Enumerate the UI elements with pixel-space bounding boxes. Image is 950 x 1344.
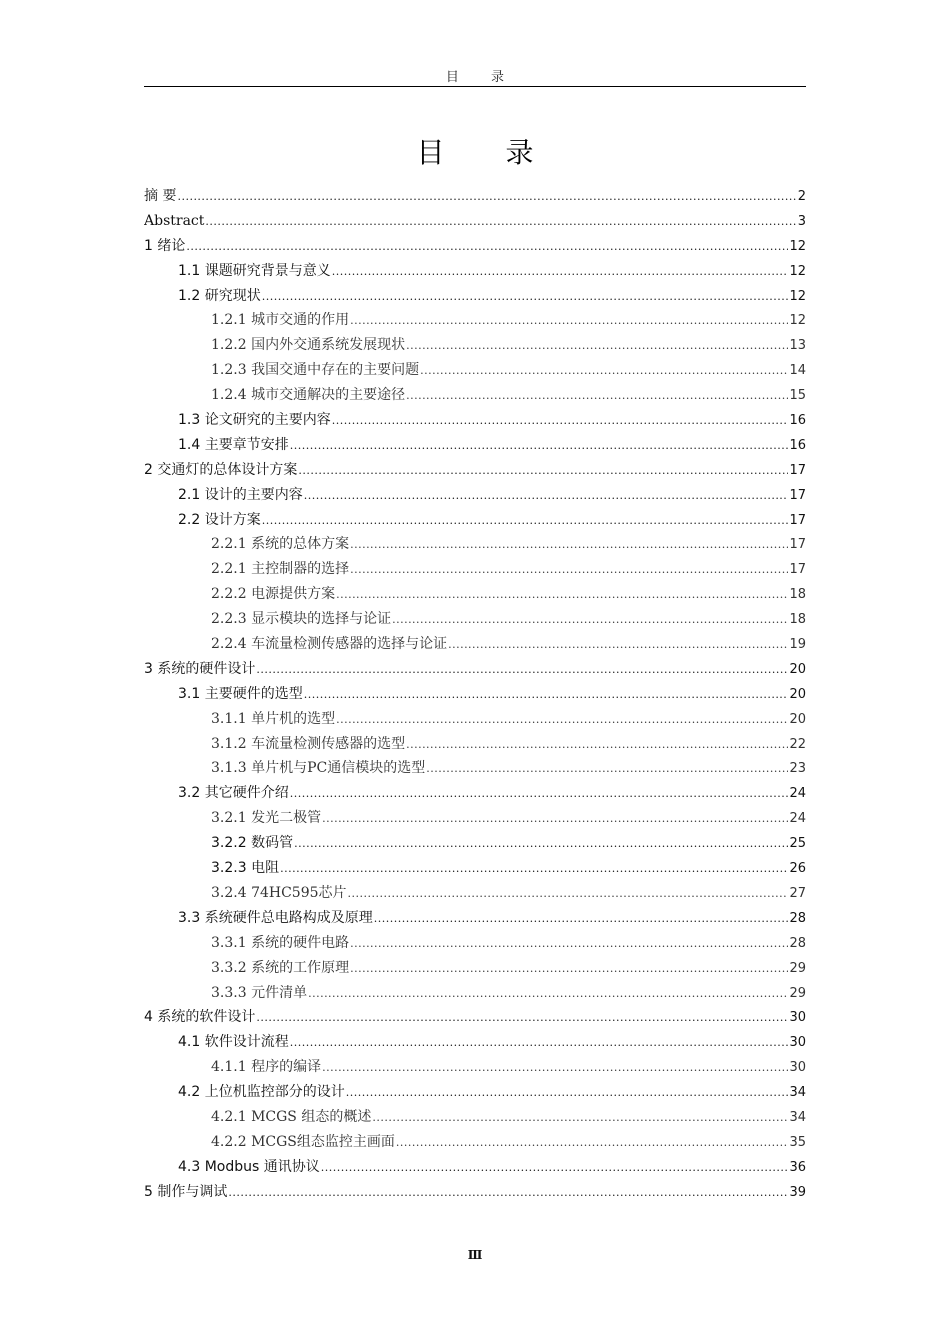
toc-entry[interactable] xyxy=(144,831,806,856)
toc-entry[interactable] xyxy=(144,408,806,433)
toc-entry-page: 23 xyxy=(789,761,806,777)
toc-leader-dots xyxy=(298,458,788,483)
toc-entry[interactable] xyxy=(144,433,806,458)
toc-leader-dots xyxy=(290,1030,789,1055)
toc-entry[interactable] xyxy=(144,358,806,383)
toc-leader-dots xyxy=(406,383,788,408)
toc-entry-page: 25 xyxy=(789,836,806,852)
toc-entry-page: 17 xyxy=(789,537,806,553)
toc-entry[interactable] xyxy=(144,1155,806,1180)
toc-entry[interactable] xyxy=(144,458,806,483)
toc-entry[interactable] xyxy=(144,259,806,284)
toc-entry[interactable] xyxy=(144,732,806,757)
toc-entry[interactable] xyxy=(144,956,806,981)
toc-entry-label: 1.2.1 城市交通的作用 xyxy=(211,312,350,329)
toc-entry-label: 4.1.1 程序的编译 xyxy=(211,1059,322,1076)
toc-leader-dots xyxy=(346,1080,789,1105)
toc-leader-dots xyxy=(186,234,788,259)
toc-leader-dots xyxy=(332,259,789,284)
toc-leader-dots xyxy=(177,184,796,209)
toc-entry-label: 3.2.2 数码管 xyxy=(211,835,294,852)
toc-entry-label: 1.2.2 国内外交通系统发展现状 xyxy=(211,337,406,354)
toc-entry-label: 4.2.2 MCGS组态监控主画面 xyxy=(211,1133,395,1150)
toc-entry[interactable] xyxy=(144,981,806,1006)
toc-leader-dots xyxy=(348,881,789,906)
toc-entry[interactable] xyxy=(144,1080,806,1105)
toc-leader-dots xyxy=(256,1005,788,1030)
toc-entry[interactable] xyxy=(144,532,806,557)
toc-entry-page: 20 xyxy=(789,661,806,677)
toc-entry-label: 1.2.4 城市交通解决的主要途径 xyxy=(211,387,406,404)
toc-entry-page: 24 xyxy=(789,786,806,802)
toc-entry-page: 2 xyxy=(797,189,806,204)
toc-entry[interactable] xyxy=(144,856,806,881)
toc-leader-dots xyxy=(420,358,788,383)
toc-leader-dots xyxy=(304,682,789,707)
toc-entry-page: 20 xyxy=(789,711,806,727)
toc-entry[interactable] xyxy=(144,557,806,582)
toc-entry[interactable] xyxy=(144,682,806,707)
toc-leader-dots xyxy=(350,956,788,981)
toc-entry-label: 3.2 其它硬件介绍 xyxy=(178,785,289,802)
toc-entry-label: Abstract xyxy=(144,212,205,229)
toc-entry-label: 摘 要 xyxy=(144,188,177,204)
toc-leader-dots xyxy=(256,657,788,682)
toc-entry-label: 3.3.1 系统的硬件电路 xyxy=(211,934,350,951)
toc-entry-page: 17 xyxy=(789,487,806,503)
toc-leader-dots xyxy=(406,333,788,358)
toc-entry-page: 39 xyxy=(789,1184,806,1200)
toc-entry-label: 5 制作与调试 xyxy=(144,1183,228,1200)
toc-entry[interactable] xyxy=(144,184,806,209)
toc-entry-page: 12 xyxy=(789,313,806,329)
page-number: Ⅲ xyxy=(467,1248,483,1262)
toc-entry[interactable] xyxy=(144,931,806,956)
toc-entry[interactable] xyxy=(144,707,806,732)
toc-entry[interactable] xyxy=(144,607,806,632)
toc-entry-page: 17 xyxy=(789,512,806,528)
toc-entry[interactable] xyxy=(144,906,806,931)
toc-leader-dots xyxy=(350,931,788,956)
toc-entry-label: 3.1.3 单片机与PC通信模块的选型 xyxy=(211,760,426,777)
toc-entry-label: 3.1.2 车流量检测传感器的选型 xyxy=(211,735,406,752)
page-title: 目 录 xyxy=(416,136,560,169)
toc-entry-page: 18 xyxy=(789,587,806,603)
toc-entry[interactable] xyxy=(144,632,806,657)
toc-entry-page: 26 xyxy=(789,861,806,877)
toc-entry-label: 1 绪论 xyxy=(144,237,186,254)
toc-entry[interactable] xyxy=(144,234,806,259)
toc-entry-page: 29 xyxy=(789,960,806,976)
toc-entry-label: 3.3.2 系统的工作原理 xyxy=(211,959,350,976)
toc-entry-page: 17 xyxy=(789,462,806,478)
toc-entry-label: 1.4 主要章节安排 xyxy=(178,436,289,453)
toc-leader-dots xyxy=(280,856,788,881)
toc-entry-label: 3.3 系统硬件总电路构成及原理 xyxy=(178,909,373,926)
toc-entry[interactable] xyxy=(144,806,806,831)
toc-entry-page: 12 xyxy=(789,263,806,279)
toc-entry[interactable] xyxy=(144,781,806,806)
toc-entry-label: 2.1 设计的主要内容 xyxy=(178,486,303,503)
toc-entry-label: 4.3 Modbus 通讯协议 xyxy=(178,1158,320,1175)
toc-entry-page: 16 xyxy=(789,413,806,429)
toc-leader-dots xyxy=(290,433,789,458)
toc-entry-page: 3 xyxy=(797,213,806,229)
table-of-contents xyxy=(144,184,806,1205)
toc-entry[interactable] xyxy=(144,1130,806,1155)
toc-leader-dots xyxy=(262,284,789,309)
toc-leader-dots xyxy=(290,781,789,806)
toc-entry-label: 4.2 上位机监控部分的设计 xyxy=(178,1084,345,1101)
toc-entry-label: 3.2.3 电阻 xyxy=(211,860,280,877)
toc-leader-dots xyxy=(304,483,789,508)
toc-leader-dots xyxy=(406,732,788,757)
toc-entry-page: 28 xyxy=(789,935,806,951)
toc-entry-page: 17 xyxy=(789,562,806,578)
toc-entry-page: 29 xyxy=(789,985,806,1001)
toc-leader-dots xyxy=(350,308,788,333)
toc-entry-label: 1.2.3 我国交通中存在的主要问题 xyxy=(211,362,420,379)
toc-leader-dots xyxy=(448,632,788,657)
toc-entry-page: 19 xyxy=(789,637,806,653)
toc-entry-page: 27 xyxy=(789,885,806,901)
toc-leader-dots xyxy=(350,532,788,557)
toc-leader-dots xyxy=(396,1130,789,1155)
toc-entry-page: 14 xyxy=(789,363,806,379)
toc-leader-dots xyxy=(228,1180,788,1205)
toc-entry-page: 13 xyxy=(789,338,806,354)
toc-entry-label: 2.2.1 系统的总体方案 xyxy=(211,536,350,553)
toc-entry[interactable] xyxy=(144,1105,806,1130)
toc-entry-page: 36 xyxy=(789,1159,806,1175)
toc-entry-label: 3.2.4 74HC595芯片 xyxy=(211,884,347,901)
toc-entry[interactable] xyxy=(144,1005,806,1030)
toc-entry-page: 30 xyxy=(789,1010,806,1026)
toc-leader-dots xyxy=(350,557,788,582)
toc-entry-label: 2.2.4 车流量检测传感器的选择与论证 xyxy=(211,636,448,653)
toc-entry-page: 24 xyxy=(789,811,806,827)
toc-entry[interactable] xyxy=(144,308,806,333)
toc-leader-dots xyxy=(372,1105,788,1130)
toc-entry-label: 2.2.1 主控制器的选择 xyxy=(211,561,350,578)
toc-leader-dots xyxy=(426,756,788,781)
toc-entry-label: 3.2.1 发光二极管 xyxy=(211,810,322,827)
toc-entry-label: 2.2.3 显示模块的选择与论证 xyxy=(211,611,392,628)
toc-entry-page: 30 xyxy=(789,1035,806,1051)
toc-entry-label: 1.3 论文研究的主要内容 xyxy=(178,412,331,429)
toc-entry-label: 1.1 课题研究背景与意义 xyxy=(178,262,331,279)
toc-entry-page: 15 xyxy=(789,388,806,404)
running-header: 目 录 xyxy=(445,70,519,85)
toc-leader-dots xyxy=(262,508,789,533)
toc-leader-dots xyxy=(392,607,788,632)
toc-entry-label: 3 系统的硬件设计 xyxy=(144,660,256,677)
toc-leader-dots xyxy=(321,1155,789,1180)
toc-entry-label: 4.1 软件设计流程 xyxy=(178,1034,289,1051)
toc-entry[interactable] xyxy=(144,657,806,682)
toc-entry[interactable] xyxy=(144,1030,806,1055)
toc-entry[interactable] xyxy=(144,333,806,358)
toc-entry-page: 12 xyxy=(789,288,806,304)
toc-entry-label: 2.2 设计方案 xyxy=(178,511,261,528)
toc-entry[interactable] xyxy=(144,1180,806,1205)
toc-entry-page: 12 xyxy=(789,238,806,254)
toc-entry[interactable] xyxy=(144,508,806,533)
toc-entry-page: 28 xyxy=(789,910,806,926)
toc-leader-dots xyxy=(336,582,788,607)
toc-entry-label: 4 系统的软件设计 xyxy=(144,1009,256,1026)
toc-leader-dots xyxy=(322,1055,788,1080)
toc-entry-label: 2.2.2 电源提供方案 xyxy=(211,586,336,603)
toc-entry[interactable] xyxy=(144,582,806,607)
toc-entry-page: 20 xyxy=(789,686,806,702)
toc-entry-label: 4.2.1 MCGS 组态的概述 xyxy=(211,1108,372,1125)
toc-entry-page: 34 xyxy=(789,1109,806,1125)
toc-leader-dots xyxy=(205,209,796,234)
toc-entry-label: 2 交通灯的总体设计方案 xyxy=(144,461,298,478)
toc-leader-dots xyxy=(336,707,788,732)
toc-entry[interactable] xyxy=(144,1055,806,1080)
toc-leader-dots xyxy=(308,981,788,1006)
toc-leader-dots xyxy=(374,906,789,931)
toc-entry-page: 30 xyxy=(789,1060,806,1076)
toc-entry-page: 22 xyxy=(789,736,806,752)
toc-entry-page: 18 xyxy=(789,612,806,628)
toc-entry[interactable] xyxy=(144,483,806,508)
toc-entry[interactable] xyxy=(144,756,806,781)
toc-entry-page: 34 xyxy=(789,1085,806,1101)
toc-entry[interactable] xyxy=(144,209,806,234)
toc-leader-dots xyxy=(332,408,789,433)
toc-entry[interactable] xyxy=(144,383,806,408)
toc-leader-dots xyxy=(322,806,788,831)
header-rule xyxy=(144,86,806,87)
toc-leader-dots xyxy=(294,831,788,856)
toc-entry[interactable] xyxy=(144,881,806,906)
toc-entry-page: 35 xyxy=(789,1134,806,1150)
toc-entry-label: 3.1 主要硬件的选型 xyxy=(178,685,303,702)
toc-entry-label: 3.1.1 单片机的选型 xyxy=(211,710,336,727)
toc-entry-page: 16 xyxy=(789,437,806,453)
toc-entry-label: 1.2 研究现状 xyxy=(178,287,261,304)
toc-entry-label: 3.3.3 元件清单 xyxy=(211,984,308,1001)
toc-entry[interactable] xyxy=(144,284,806,309)
